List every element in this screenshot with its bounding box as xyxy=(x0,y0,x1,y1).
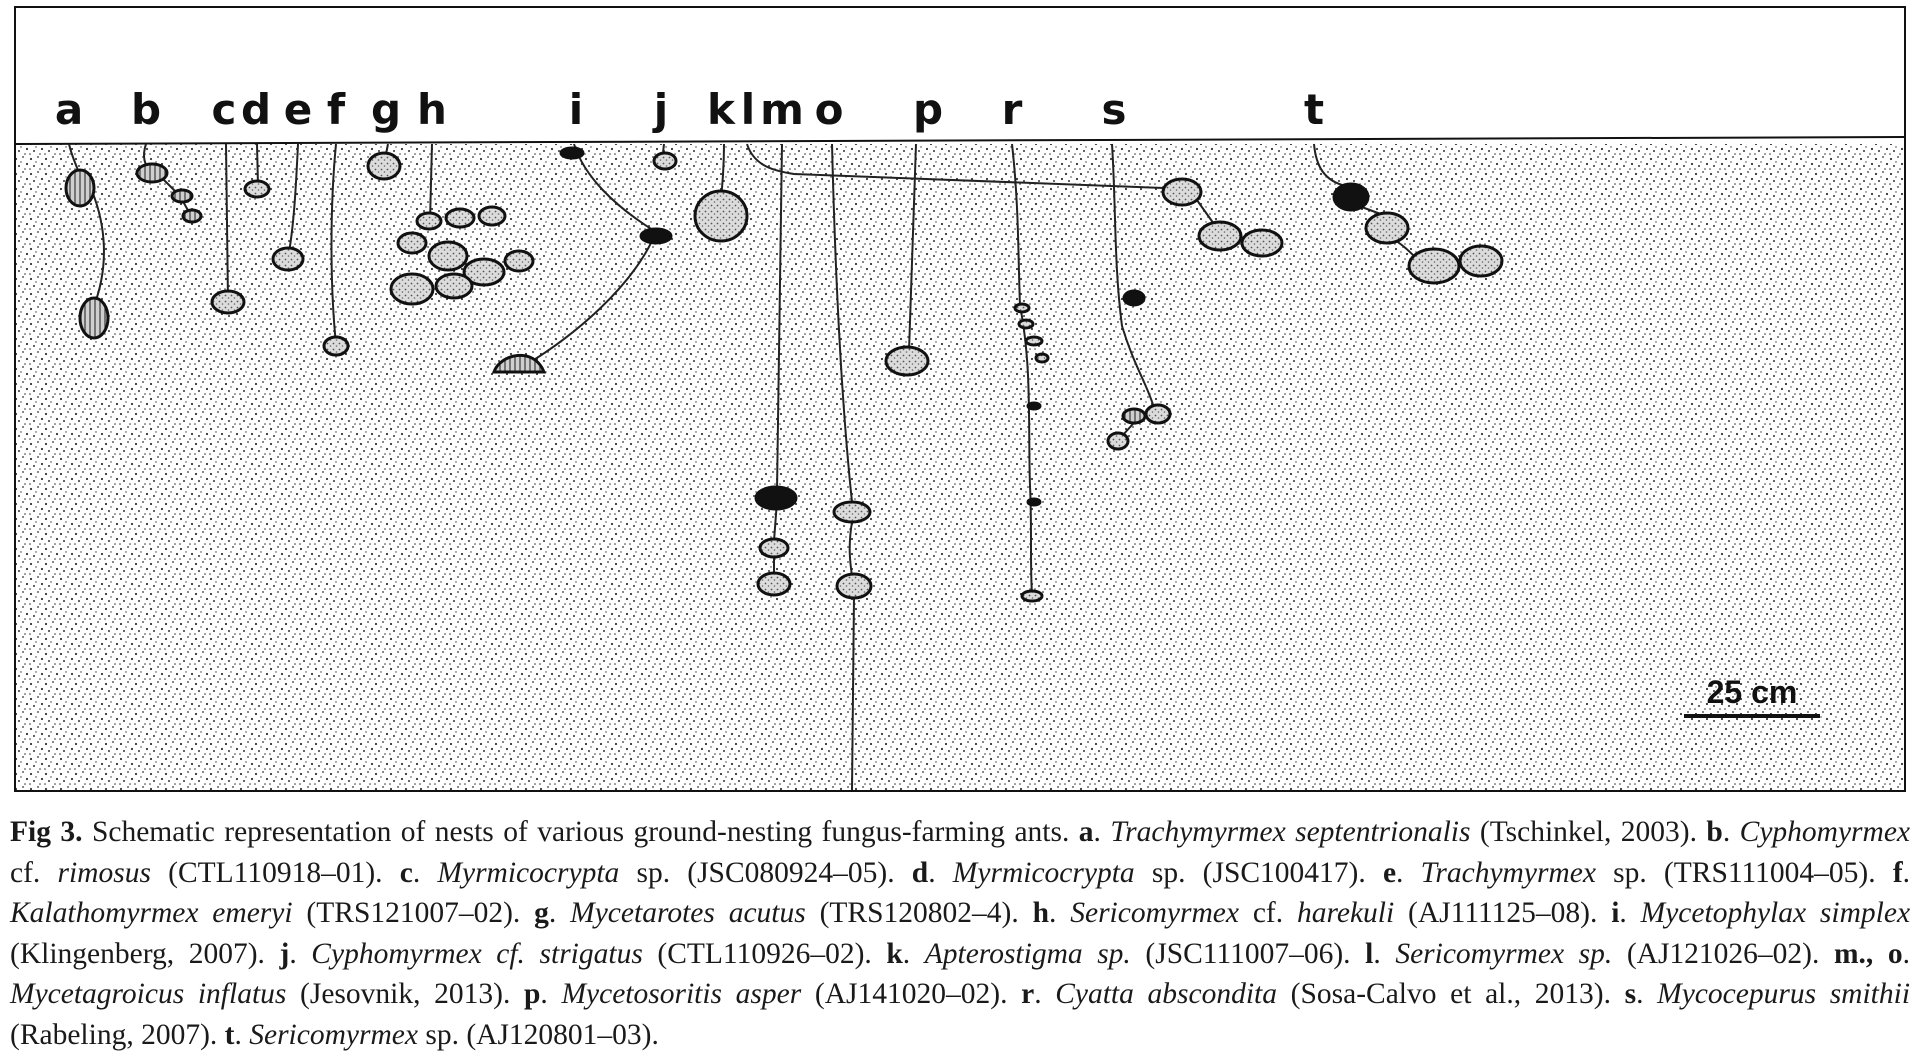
caption-entry-key: t xyxy=(224,1018,235,1051)
nest-chamber xyxy=(245,181,269,197)
nest-chamber xyxy=(212,291,244,313)
caption-species: Sericomyrmex sp. xyxy=(1395,937,1613,970)
caption-reference: (Sosa-Calvo et al., 2013). xyxy=(1277,978,1625,1010)
scale-bar-label: 25 cm xyxy=(1706,674,1798,710)
caption-reference: (CTL110918–01). xyxy=(150,856,400,889)
caption-entry-key: c xyxy=(399,856,413,889)
caption-cf: cf. xyxy=(10,856,58,889)
caption-reference: (CTL110926–02). xyxy=(642,937,887,970)
nest-chamber xyxy=(561,148,583,158)
nest-chamber xyxy=(1028,403,1040,409)
caption-reference: sp. (JSC080924–05). xyxy=(619,856,912,889)
caption-species: Mycetophylax simplex xyxy=(1640,897,1911,929)
nest-chamber xyxy=(324,337,348,355)
nest-chamber xyxy=(391,274,433,304)
nest-label: h xyxy=(417,85,447,134)
caption-entry-key: k xyxy=(886,937,903,970)
nest-chamber xyxy=(760,539,788,557)
nest-chamber xyxy=(641,229,671,243)
nest-chamber xyxy=(417,213,441,229)
nest-chamber xyxy=(756,487,796,509)
nest-label: m xyxy=(760,85,804,134)
nest-chamber xyxy=(1022,591,1042,601)
nest-chamber xyxy=(1460,246,1502,276)
caption-species: Cyphomyrmex xyxy=(1739,816,1911,848)
nest-chamber xyxy=(1242,230,1282,256)
nest-chamber xyxy=(654,153,676,169)
caption-reference: (Rabeling, 2007). xyxy=(10,1018,225,1051)
caption-entry-key: b xyxy=(1706,816,1723,848)
nest-label: d xyxy=(240,85,272,134)
caption-species: Sericomyrmex xyxy=(249,1018,418,1051)
nest-diagram xyxy=(14,6,1906,792)
caption-entry-key: s xyxy=(1624,978,1637,1010)
nest-chamber xyxy=(172,190,192,202)
caption-reference: (AJ121026–02). xyxy=(1612,937,1834,970)
nest-chamber xyxy=(886,347,928,375)
caption-species: Myrmicocrypta xyxy=(952,856,1135,889)
nest-chamber xyxy=(1123,409,1145,423)
nest-chamber xyxy=(479,207,505,225)
nest-chamber xyxy=(505,251,533,271)
caption-entry-key: d xyxy=(911,856,929,889)
nest-label: l xyxy=(740,85,756,134)
nest-label: j xyxy=(653,85,669,134)
caption-entry-key: m., o xyxy=(1833,937,1903,970)
caption-entry-key: j xyxy=(279,937,290,970)
caption-species: harekuli xyxy=(1296,897,1395,929)
caption-species: Mycetosoritis asper xyxy=(561,978,802,1010)
caption-entry-key: h xyxy=(1032,897,1049,929)
caption-reference: (JSC111007–06). xyxy=(1130,937,1366,970)
nest-chamber xyxy=(273,248,303,270)
caption-reference: (Tschinkel, 2003). xyxy=(1470,816,1707,848)
caption-species: Trachymyrmex septentrionalis xyxy=(1110,816,1471,848)
caption-reference: (Klingenberg, 2007). xyxy=(10,937,280,970)
nest-chamber xyxy=(368,153,400,179)
nest-chamber xyxy=(1036,354,1048,362)
caption-reference: sp. (JSC100417). xyxy=(1134,856,1383,889)
nest-chamber xyxy=(446,209,474,227)
nest-chamber xyxy=(1366,213,1408,243)
nest-label: f xyxy=(326,85,346,134)
nest-chamber xyxy=(80,298,108,338)
caption-species: rimosus xyxy=(57,856,151,889)
caption-reference: (TRS121007–02). xyxy=(292,897,535,929)
nest-chamber xyxy=(1028,499,1040,505)
caption-entry-key: a xyxy=(1078,816,1094,848)
nest-label: c xyxy=(211,85,237,134)
nest-chamber xyxy=(1124,291,1144,305)
nest-label: i xyxy=(568,85,584,134)
caption-entry-key: i xyxy=(1611,897,1620,929)
caption-species: Trachymyrmex xyxy=(1420,856,1596,889)
caption-cf: cf. xyxy=(1238,897,1297,929)
caption-species: Sericomyrmex xyxy=(1070,897,1239,929)
nest-chamber xyxy=(834,502,870,522)
caption-reference: (Jesovnik, 2013). xyxy=(286,978,524,1010)
nest-label: s xyxy=(1101,85,1127,134)
caption-entry-key: g xyxy=(534,897,549,929)
nest-chamber xyxy=(1146,405,1170,423)
nest-figure xyxy=(14,6,1906,792)
soil-area xyxy=(16,144,1904,790)
nest-label: p xyxy=(912,85,944,134)
caption-reference: sp. (TRS111004–05). xyxy=(1595,856,1893,889)
nest-chamber xyxy=(758,573,790,595)
nest-chamber xyxy=(183,210,201,222)
caption-species: Kalathomyrmex emeryi xyxy=(10,897,293,929)
nest-chamber xyxy=(436,274,472,298)
caption-reference: (AJ111125–08). xyxy=(1394,897,1612,929)
nest-label: e xyxy=(283,85,313,134)
nest-chamber xyxy=(695,191,747,241)
nest-chamber xyxy=(1108,433,1128,449)
nest-label: t xyxy=(1303,85,1325,134)
nest-chamber xyxy=(837,574,871,598)
caption-reference: (TRS120802–4). xyxy=(805,897,1033,929)
caption-entry-key: r xyxy=(1021,978,1035,1010)
nest-chamber xyxy=(1199,222,1241,250)
nest-label: k xyxy=(707,85,735,134)
caption-species: Cyatta abscondita xyxy=(1055,978,1277,1010)
nest-chamber xyxy=(398,233,426,253)
caption-entry-key: p xyxy=(523,978,541,1010)
caption-species: Mycetarotes acutus xyxy=(570,897,806,929)
figure-caption: Fig 3. Schematic representation of nests of various ground-nesting fungus-farming ants. a. Trachymyrmex septentrionalis (Tschinkel, 2003). b. Cyphomyrmex cf. rimosus (CTL110918–01). c. Myrmicocrypta sp. (JSC080924–05). d. Myrmicocrypta sp. (JSC100417). e. Trachymyrmex sp. (TRS111004–05). f. Kalathomyrmex emeryi (TRS121007–02). g. Mycetarotes acutus (TRS120802–4). h. Sericomyrmex cf. harekuli (AJ111125–08). i. Mycetophylax simplex (Klingenberg, 2007). j. Cyphomyrmex cf. strigatus (CTL110926–02). k. Apterostigma sp. (JSC111007–06). l. Sericomyrmex sp. (AJ121026–02). m., o. Mycetagroicus inflatus (Jesovnik, 2013). p. Mycetosoritis asper (AJ141020–02). r. Cyatta abscondita (Sosa-Calvo et al., 2013). s. Mycocepurus smithii (Rabeling, 2007). t. Sericomyrmex sp. (AJ120801–03). xyxy=(10,816,1911,1051)
caption-entry-key: l xyxy=(1365,937,1374,970)
caption-intro: Schematic representation of nests of various ground-nesting fungus-farming ants. xyxy=(82,816,1079,848)
caption-species: Apterostigma sp. xyxy=(924,937,1131,970)
nest-chamber xyxy=(429,242,467,270)
nest-label: o xyxy=(814,85,844,134)
caption-species: Myrmicocrypta xyxy=(437,856,620,889)
nest-chamber xyxy=(1334,184,1368,210)
caption-species: Cyphomyrmex cf. strigatus xyxy=(311,937,643,970)
caption-entry-key: e xyxy=(1382,856,1397,889)
caption-entry-key: f xyxy=(1892,856,1903,889)
nest-chamber xyxy=(1163,179,1201,205)
nest-label: g xyxy=(370,85,402,134)
nest-chamber xyxy=(1019,320,1033,328)
nest-label: r xyxy=(1001,85,1023,134)
nest-chamber xyxy=(1015,304,1029,312)
nest-chamber xyxy=(66,170,94,206)
caption-reference: sp. (AJ120801–03). xyxy=(417,1018,659,1051)
caption-reference: (AJ141020–02). xyxy=(801,978,1022,1010)
caption-fig-label: Fig 3. xyxy=(10,816,83,848)
nest-chamber xyxy=(137,164,167,182)
nest-chamber xyxy=(1409,249,1459,283)
nest-label: b xyxy=(130,85,162,134)
caption-species: Mycetagroicus inflatus xyxy=(10,978,287,1010)
nest-chamber xyxy=(1026,337,1042,345)
caption-species: Mycocepurus smithii xyxy=(1657,978,1911,1010)
nest-label: a xyxy=(54,85,84,134)
